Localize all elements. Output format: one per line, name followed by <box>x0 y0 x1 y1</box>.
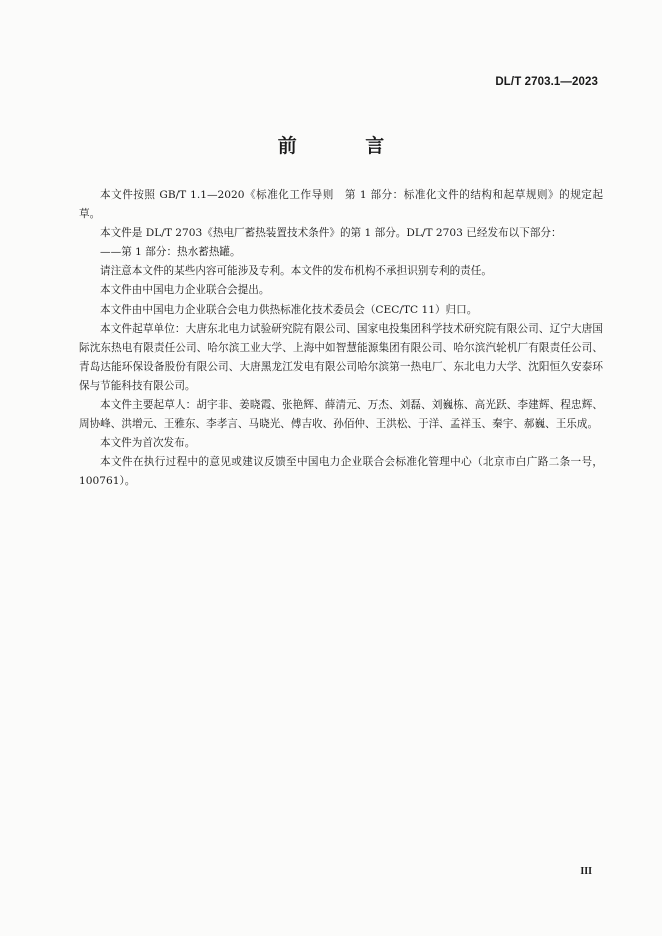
paragraph-feedback: 本文件在执行过程中的意见或建议反馈至中国电力企业联合会标准化管理中心（北京市白广路二条一号，100761）。 <box>79 456 603 488</box>
paragraph-part-info: 本文件是 DL/T 2703《热电厂蓄热装置技术条件》的第 1 部分。DL/T 2703 已经发布以下部分： <box>100 227 562 240</box>
paragraph-drafting-rules: 本文件按照 GB/T 1.1—2020《标准化工作导则 第 1 部分：标准化文件的结构和起草规则》的规定起草。 <box>79 189 603 221</box>
paragraph-proposed-by: 本文件由中国电力企业联合会提出。 <box>100 284 270 297</box>
foreword-body <box>79 186 603 492</box>
paragraph-first-release: 本文件为首次发布。 <box>100 437 196 450</box>
page-number: III <box>580 866 592 877</box>
paragraph-patent-notice: 请注意本文件的某些内容可能涉及专利。本文件的发布机构不承担识别专利的责任。 <box>100 265 492 278</box>
paragraph-part-list-item: ——第 1 部分：热水蓄热罐。 <box>100 246 241 259</box>
paragraph-drafters: 本文件主要起草人：胡宇非、姜晓霞、张艳辉、薛清元、万杰、刘磊、刘巍栋、高光跃、李建辉、程忠辉、周协峰、洪增元、王雅东、李孝言、马晓光、傅吉收、孙佰仲、王洪松、于洋、孟祥玉、秦宇、郝巍、王乐成。 <box>79 399 603 431</box>
paragraph-drafting-units: 本文件起草单位：大唐东北电力试验研究院有限公司、国家电投集团科学技术研究院有限公司、辽宁大唐国际沈东热电有限责任公司、哈尔滨工业大学、上海中如智慧能源集团有限公司、哈尔滨汽轮机厂有限责任公司、青岛达能环保设备股份有限公司、大唐黑龙江发电有限公司哈尔滨第一热电厂、东北电力大学、沈阳恒久安泰环保与节能科技有限公司。 <box>79 322 603 392</box>
paragraph-managed-by: 本文件由中国电力企业联合会电力供热标准化技术委员会（CEC/TC 11）归口。 <box>100 303 478 316</box>
document-number: DL/T 2703.1—2023 <box>495 76 598 88</box>
page-title: 前 言 <box>277 135 416 157</box>
